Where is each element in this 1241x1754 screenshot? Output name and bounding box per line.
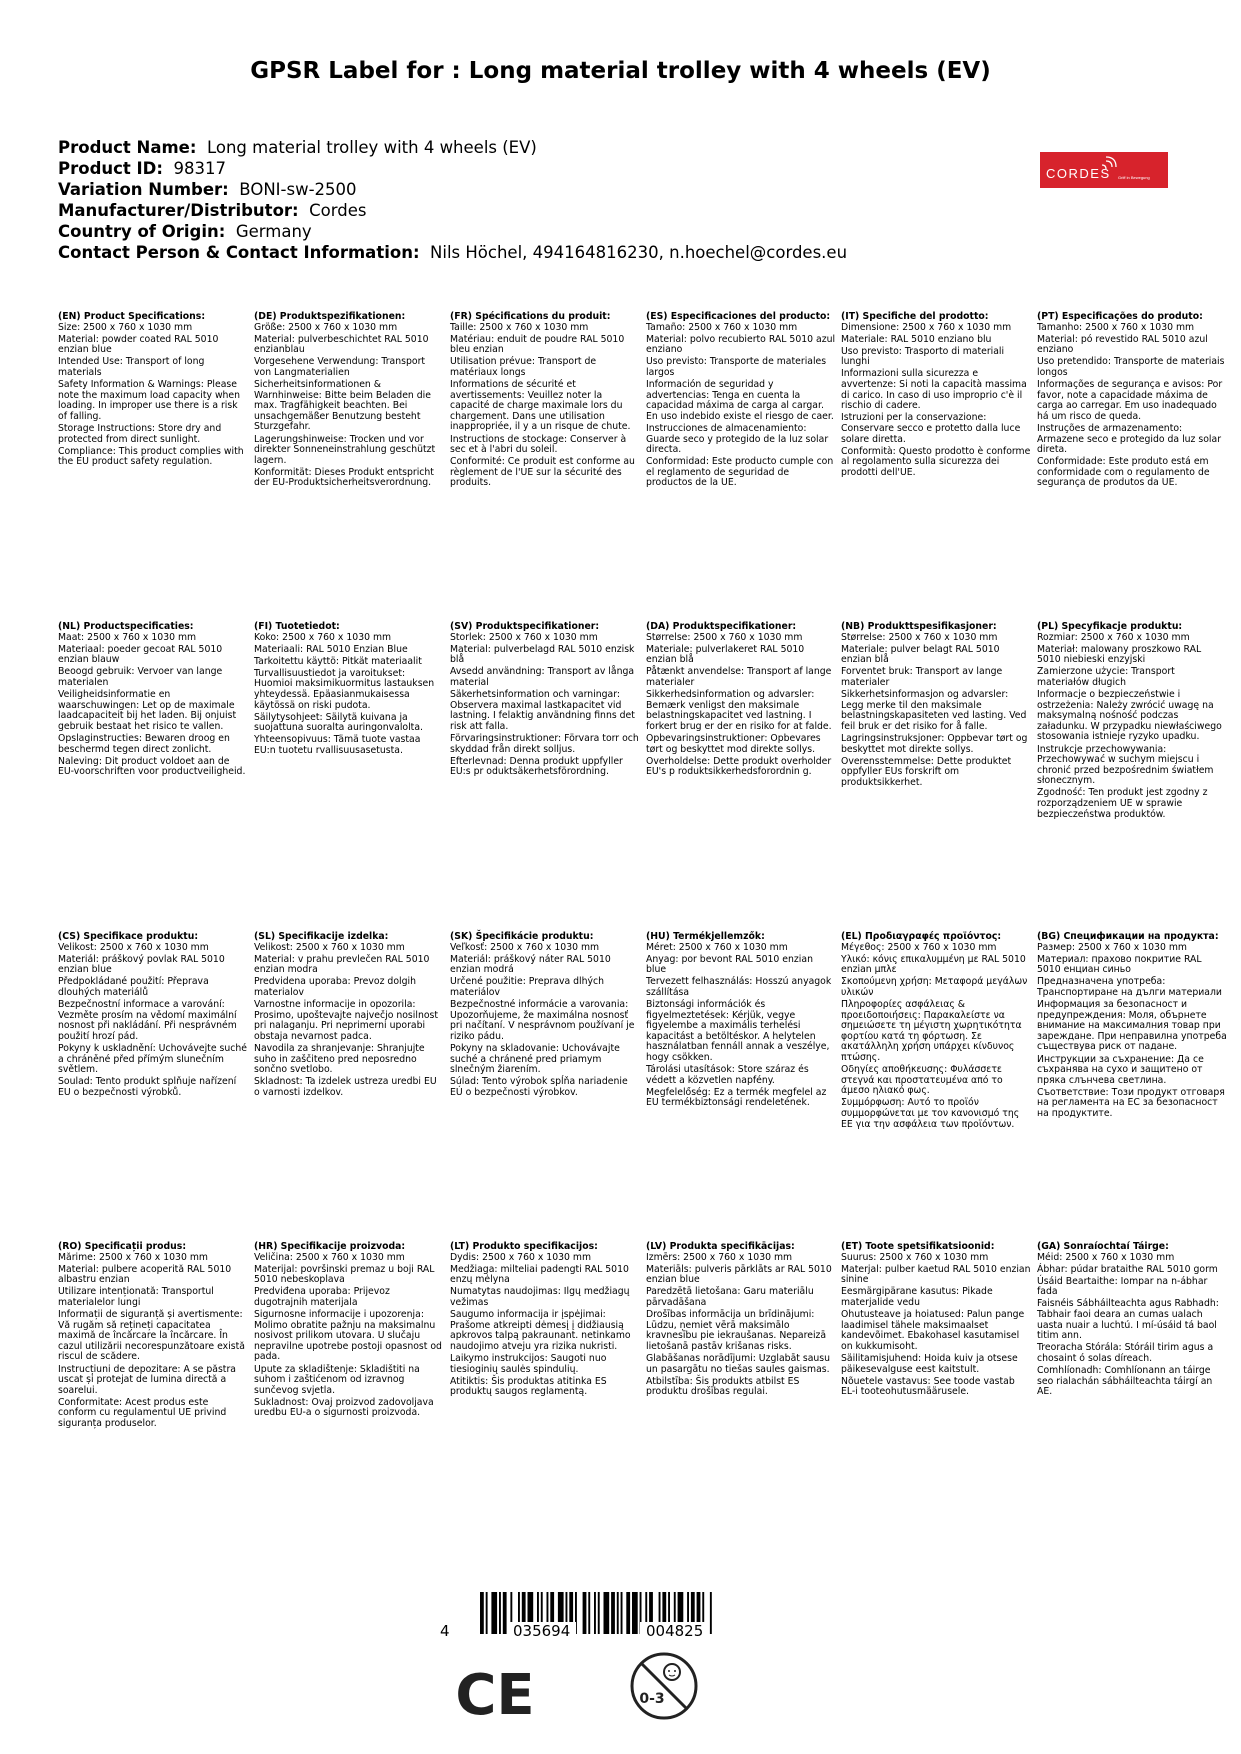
spec-title: (NL) Productspecificaties: (58, 621, 194, 632)
spec-line: Bezpečnostní informace a varování: Vezměte prosím na vědomí maximální nosnost při nakládání. Při nesprávném použití hrozí pád. (58, 999, 237, 1042)
spec-line: Konformität: Dieses Produkt entspricht der EU-Produktsicherheitsverordnung. (254, 466, 434, 489)
spec-line: Treoracha Stórála: Stóráil tirim agus a chosaint ó solas díreach. (1037, 1342, 1214, 1364)
spec-line: Eesmärgipärane kasutus: Pikade materjalide vedu (841, 1286, 993, 1308)
spec-block (58, 622, 248, 779)
spec-line: Určené použitie: Preprava dlhých materiálov (450, 976, 605, 998)
spec-line: Tárolási utasítások: Store száraz és védett a közvetlen napfény. (646, 1064, 809, 1086)
spec-line: Rozmiar: 2500 x 760 x 1030 mm (1037, 631, 1190, 643)
spec-title: (SV) Produktspecifikationer: (450, 621, 600, 632)
spec-line: Materiale: RAL 5010 enziano blu (841, 333, 992, 345)
info-label: Contact Person & Contact Information: (58, 243, 420, 262)
spec-line: Matériau: enduit de poudre RAL 5010 bleu enzian (450, 333, 625, 356)
spec-line: Medžiaga: milteliai padengti RAL 5010 enzų mėlyna (450, 1263, 629, 1286)
ce-mark-icon (455, 1662, 535, 1722)
spec-line: Σκοπούμενη χρήση: Μεταφορά μεγάλων υλικών (841, 976, 1028, 998)
spec-line: Material: v prahu prevlečen RAL 5010 enzian modra (254, 953, 430, 976)
spec-line: Materiale: pulverlakeret RAL 5010 enzian blå (646, 643, 805, 666)
spec-block (646, 1242, 836, 1399)
spec-line: Ohutusteave ja hoiatused: Palun pange laadimisel tähele maksimaalset kandevõimet. Ebakohasel kasutamisel on kukkumisoht. (841, 1309, 1025, 1352)
spec-line: Opslaginstructies: Bewaren droog en beschermd tegen direct zonlicht. (58, 732, 230, 755)
spec-line: Informations de sécurité et avertissements: Veuillez noter la capacité de charge maximale lors du chargement. Dans une utilisation inappropriée, il y a un risque de chute. (450, 379, 631, 433)
spec-line: Taille: 2500 x 760 x 1030 mm (450, 321, 589, 333)
spec-line: Veľkosť: 2500 x 760 x 1030 mm (450, 941, 600, 953)
spec-line: Soulad: Tento produkt splňuje nařízení EU o bezpečnosti výrobků. (58, 1076, 237, 1098)
spec-line: Méret: 2500 x 760 x 1030 mm (646, 941, 788, 953)
spec-line: Předpokládané použití: Přeprava dlouhých materiálů (58, 976, 209, 998)
spec-line: Conformidad: Este producto cumple con el reglamento de seguridad de productos de la UE. (646, 456, 834, 489)
spec-title: (GA) Sonraíochtaí Táirge: (1037, 1241, 1169, 1252)
barcode-bar (480, 1592, 484, 1634)
spec-line: Υλικό: κόνις επικαλυμμένη με RAL 5010 enzian μπλε (841, 953, 1026, 976)
spec-line: Dimensione: 2500 x 760 x 1030 mm (841, 321, 1012, 333)
spec-line: Материал: прахово покритие RAL 5010 енциан синьо (1037, 953, 1202, 976)
spec-line: Συμμόρφωση: Αυτό το προϊόν συμμορφώνεται με τον κανονισμό της ΕΕ για την ασφάλεια των προϊόντων. (841, 1097, 1020, 1130)
spec-line: Avsedd användning: Transport av långa material (450, 666, 635, 688)
spec-line: Größe: 2500 x 760 x 1030 mm (254, 321, 398, 333)
spec-block (646, 312, 836, 491)
spec-line: Storlek: 2500 x 760 x 1030 mm (450, 631, 598, 643)
spec-block (646, 932, 836, 1111)
spec-line: Sigurnosne informacije i upozorenja: Molimo obratite pažnju na maksimalnu nosivost prilikom utovara. U slučaju nepravilne upotrebe postoji opasnost od pada. (254, 1309, 442, 1363)
spec-line: Informații de siguranță și avertismente: Vă rugăm să rețineți capacitatea maximă de încărcare la încărcare. În cazul utilizării necorespunzătoare există riscul de scădere. (58, 1309, 245, 1363)
spec-line: Material: pulverbelagd RAL 5010 enzisk blå (450, 643, 635, 666)
logo-graphic (1040, 152, 1168, 188)
spec-line: Størrelse: 2500 x 760 x 1030 mm (646, 631, 803, 643)
country-row (58, 221, 1038, 242)
barcode-bar (617, 1592, 619, 1634)
spec-title: (LV) Produkta specifikācijas: (646, 1241, 795, 1252)
barcode-left-group: 035694 (507, 1622, 576, 1640)
cordes-logo (1040, 152, 1168, 188)
spec-title: (LT) Produkto specifikacijos: (450, 1241, 598, 1252)
age-warning-text: 0-3 (639, 1691, 665, 1707)
spec-title: (EN) Product Specifications: (58, 311, 206, 322)
info-value: Cordes (309, 201, 367, 220)
info-label: Product ID: (58, 159, 163, 178)
spec-title: (PT) Especificações do produto: (1037, 311, 1203, 322)
barcode-bar (583, 1592, 587, 1634)
spec-line: Förvaringsinstruktioner: Förvara torr och skyddad från direkt solljus. (450, 732, 639, 755)
spec-line: Material: pulverbeschichtet RAL 5010 enzianblau (254, 333, 429, 356)
spec-block (841, 932, 1031, 1132)
spec-line: Saugumo informacija ir įspėjimai: Prašome atkreipti dėmesį į didžiausią apkrovos talpą pakraunant. netinkamo naudojimo atveju yra rizika nukristi. (450, 1309, 631, 1352)
spec-line: Utilisation prévue: Transport de matériaux longs (450, 356, 597, 378)
spec-line: Информация за безопасност и предупреждения: Моля, обърнете внимание на максималния товар при зареждане. При неправилна употреба съществува риск от падане. (1037, 999, 1227, 1053)
spec-line: Tervezett felhasználás: Hosszú anyagok szállítása (646, 976, 832, 998)
spec-block (450, 1242, 640, 1399)
spec-block (450, 312, 640, 491)
info-label: Product Name: (58, 138, 197, 157)
spec-line: Materjal: pulber kaetud RAL 5010 enzian sinine (841, 1263, 1031, 1286)
product-id-row (58, 158, 1038, 179)
spec-line: Forventet bruk: Transport av lange materialer (841, 666, 1003, 688)
spec-title: (IT) Specifiche del prodotto: (841, 311, 989, 322)
spec-line: Utilizare intenționată: Transportul materialelor lungi (58, 1286, 214, 1308)
spec-line: Инструкции за съхранение: Да се съхранява на сухо и защитено от пряка слънчева светлина. (1037, 1053, 1204, 1086)
spec-line: Instrukcje przechowywania: Przechowywać w suchym miejscu i chronić przed bezpośrednim światłem słonecznym. (1037, 743, 1214, 787)
spec-title: (DA) Produktspecifikationer: (646, 621, 797, 632)
info-value: Long material trolley with 4 wheels (EV) (206, 138, 537, 157)
spec-line: Materiale: pulver belagt RAL 5010 enzian blå (841, 643, 1000, 666)
spec-line: Safety Information & Warnings: Please note the maximum load capacity when loading. In improper use there is a risk of falling. (58, 379, 241, 422)
spec-line: Nõuetele vastavus: See toode vastab EL-i tooteohutusmäärusele. (841, 1375, 1015, 1398)
spec-block (841, 622, 1031, 790)
spec-line: Lagerungshinweise: Trocken und vor direkter Sonneneinstrahlung geschützt lagern. (254, 433, 436, 466)
spec-block (58, 932, 248, 1100)
spec-line: Atitiktis: Šis produktas atitinka ES produktų saugos reglamentą. (450, 1375, 607, 1398)
spec-block (1037, 312, 1227, 491)
spec-line: Predvidena uporaba: Prevoz dolgih materialov (254, 976, 416, 998)
spec-line: Velikost: 2500 x 760 x 1030 mm (58, 941, 209, 953)
spec-line: Säkerhetsinformation och varningar: Observera maximal lastkapacitet vid lastning. I felaktig användning finns det risk att falla. (450, 689, 635, 732)
variation-number-row (58, 179, 1038, 200)
spec-line: Bezpečnostné informácie a varovania: Upozorňujeme, že maximálna nosnosť pri načítaní. V nesprávnom používaní je riziko pádu. (450, 999, 635, 1042)
spec-line: Atbilstība: Šis produkts atbilst ES produktu drošības regulai. (646, 1375, 800, 1398)
spec-line: Zamierzone użycie: Transport materiałów długich (1037, 666, 1175, 688)
spec-line: Съответствие: Този продукт отговаря на регламента на ЕС за безопасност на продуктите. (1037, 1086, 1225, 1119)
spec-line: Material: polvo recubierto RAL 5010 azul enziano (646, 333, 836, 356)
contact-row (58, 242, 1038, 263)
manufacturer-row (58, 200, 1038, 221)
spec-line: Skladnost: Ta izdelek ustreza uredbi EU o varnosti izdelkov. (254, 1076, 437, 1098)
spec-line: Materiaal: poeder gecoat RAL 5010 enzian blauw (58, 643, 223, 666)
page-title: GPSR Label for : Long material trolley with 4 wheels (EV) (250, 58, 991, 84)
spec-line: Materiał: malowany proszkowo RAL 5010 niebieski enzyjski (1037, 643, 1202, 666)
barcode-bar (621, 1592, 623, 1634)
spec-title: (RO) Specificații produs: (58, 1241, 187, 1252)
spec-line: Conformidade: Este produto está em conformidade com o regulamento de segurança de produtos da UE. (1037, 456, 1210, 489)
spec-line: Varnostne informacije in opozorila: Prosimo, upoštevajte največjo nosilnost pri nalaganju. Pri neprimerni uporabi obstaja nevarnost padca. (254, 999, 439, 1042)
spec-line: Informacje o bezpieczeństwie i ostrzeżenia: Należy zwrócić uwagę na maksymalną nośność podczas załadunku. W przypadku niewłaściwego stosowania istnieje ryzyko upadku. (1037, 689, 1222, 743)
spec-title: (EL) Προδιαγραφές προϊόντος: (841, 931, 1002, 942)
product-name-row (58, 137, 1038, 158)
spec-line: Efterlevnad: Denna produkt uppfyller EU:s pr oduktsäkerhetsförordning. (450, 755, 623, 778)
spec-line: Opbevaringsinstruktioner: Opbevares tørt og beskyttet mod direkte sollys. (646, 732, 821, 755)
spec-block (254, 1242, 444, 1421)
age-warning-icon (628, 1650, 700, 1722)
spec-block (254, 932, 444, 1100)
spec-line: Dydis: 2500 x 760 x 1030 mm (450, 1251, 592, 1263)
spec-line: Tamaño: 2500 x 760 x 1030 mm (646, 321, 798, 333)
spec-line: Uso previsto: Transporte de materiales largos (646, 356, 827, 378)
spec-line: Megfelelőség: Ez a termék megfelel az EU termékbiztonsági rendeletének. (646, 1086, 827, 1109)
spec-line: Faisnéis Sábháilteachta agus Rabhadh: Tabhair faoi deara an cumas ualach uasta nuair a luchtú. I mí-úsáid tá baol titim ann. (1037, 1298, 1219, 1342)
spec-line: Veličina: 2500 x 760 x 1030 mm (254, 1251, 405, 1263)
barcode-bar (588, 1592, 590, 1634)
spec-line: Pokyny na skladovanie: Uchovávajte suché a chránené pred priamym slnečným žiarením. (450, 1042, 620, 1076)
spec-line: Materijal: površinski premaz u boji RAL 5010 nebeskoplava (254, 1263, 435, 1286)
spec-block (646, 622, 836, 779)
barcode-bar (632, 1592, 638, 1634)
spec-title: (PL) Specyfikacje produktu: (1037, 621, 1183, 632)
spec-title: (HU) Termékjellemzők: (646, 931, 765, 942)
spec-line: Sicherheitsinformationen & Warnhinweise: Bitte beim Beladen die max. Tragfähigkeit beachten. Bei unsachgemäßer Benutzung besteht Sturzgefahr. (254, 379, 431, 433)
info-label: Variation Number: (58, 180, 229, 199)
spec-line: Compliance: This product complies with the EU product safety regulation. (58, 445, 244, 468)
spec-line: Beoogd gebruik: Vervoer van lange materialen (58, 666, 223, 688)
info-value: BONI-sw-2500 (239, 180, 357, 199)
spec-line: Material: pulbere acoperită RAL 5010 albastru enzian (58, 1263, 232, 1286)
spec-line: Veiligheidsinformatie en waarschuwingen: Let op de maximale laadcapaciteit bij het laden. Bij onjuist gebruik bestaat het risico te vallen. (58, 689, 237, 732)
spec-line: Laikymo instrukcijos: Saugoti nuo tiesioginių saulės spindulių. (450, 1352, 607, 1375)
barcode-bar (611, 1592, 615, 1634)
spec-line: Instructions de stockage: Conserver à sec et à l'abri du soleil. (450, 433, 627, 456)
spec-line: Izmērs: 2500 x 760 x 1030 mm (646, 1251, 793, 1263)
spec-title: (BG) Спецификации на продукта: (1037, 931, 1219, 942)
spec-block (841, 312, 1031, 480)
spec-line: Storage Instructions: Store dry and protected from direct sunlight. (58, 422, 222, 445)
spec-line: Naleving: Dit product voldoet aan de EU-voorschriften voor productveiligheid. (58, 755, 246, 778)
barcode-bar (604, 1592, 610, 1634)
info-value: Nils Höchel, 494164816230, n.hoechel@cordes.eu (430, 243, 848, 262)
spec-title: (FR) Spécifications du produit: (450, 311, 611, 322)
spec-line: Οδηγίες αποθήκευσης: Φυλάσσετε στεγνά και προστατευμένα από το άμεσο ηλιακό φως. (841, 1064, 1003, 1097)
spec-line: Méid: 2500 x 760 x 1030 mm (1037, 1251, 1175, 1263)
spec-line: Predviđena uporaba: Prijevoz dugotrajnih materijala (254, 1286, 390, 1308)
spec-line: Numatytas naudojimas: Ilgų medžiagų vežimas (450, 1286, 630, 1308)
spec-line: Instrucțiuni de depozitare: A se păstra uscat și protejat de lumina directă a soarelui. (58, 1363, 236, 1396)
spec-line: Velikost: 2500 x 760 x 1030 mm (254, 941, 405, 953)
spec-title: (ES) Especificaciones del producto: (646, 311, 831, 322)
spec-line: Información de seguridad y advertencias: Tenga en cuenta la capacidad máxima de carga al cargar. En uso indebido existe el riesgo de caer. (646, 379, 834, 422)
spec-title: (ET) Toote spetsifikatsioonid: (841, 1241, 995, 1252)
spec-line: Conformità: Questo prodotto è conforme al regolamento sulla sicurezza dei prodotti dell'UE. (841, 445, 1031, 478)
spec-line: Overensstemmelse: Dette produktet oppfyller EUs forskrift om produktsikkerhet. (841, 755, 1012, 788)
spec-block (1037, 622, 1227, 822)
spec-line: Drošības informācija un brīdinājumi: Lūdzu, ņemiet vērā maksimālo kravnesību pie iekraušanas. Nepareizā lietošanā pastāv krišanas risks. (646, 1309, 827, 1352)
info-label: Country of Origin: (58, 222, 226, 241)
spec-line: Yhteensopivuus: Tämä tuote vastaa EU:n tuotetu rvallisuusasetusta. (254, 734, 421, 757)
spec-block (58, 1242, 248, 1431)
spec-line: Upute za skladištenje: Skladištiti na suhom i zaštićenom od izravnog sunčevog svjetla. (254, 1363, 420, 1396)
spec-line: Paredzētā lietošana: Garu materiālu pārvadāšana (646, 1286, 814, 1308)
spec-line: Glabāšanas norādījumi: Uzglabāt sausu un pasargātu no tiešas saules gaismas. (646, 1352, 831, 1375)
spec-line: Conformité: Ce produit est conforme au règlement de l'UE sur la sécurité des produits. (450, 456, 635, 489)
spec-line: Úsáid Beartaithe: Iompar na n-ábhar fada (1037, 1275, 1208, 1298)
spec-block (1037, 1242, 1227, 1399)
ce-mark-text: CE (455, 1663, 535, 1722)
spec-line: Súlad: Tento výrobok spĺňa nariadenie EÚ o bezpečnosti výrobkov. (450, 1076, 628, 1098)
spec-line: Pokyny k uskladnění: Uchovávejte suché a chráněné před přímým slunečním světlem. (58, 1042, 247, 1076)
info-label: Manufacturer/Distributor: (58, 201, 299, 220)
spec-line: Tarkoitettu käyttö: Pitkät materiaalit (254, 655, 422, 667)
spec-line: Uso previsto: Trasporto di materiali lunghi (841, 345, 1005, 368)
spec-line: Intended Use: Transport of long materials (58, 356, 205, 378)
spec-line: Overholdelse: Dette produkt overholder EU's p roduktsikkerhedsforordnin g. (646, 755, 832, 778)
barcode-bar (594, 1592, 596, 1634)
spec-line: Informazioni sulla sicurezza e avvertenze: Si noti la capacità massima di carico. In caso di uso improprio c'è il rischio di cadere. (841, 368, 1027, 412)
spec-block (841, 1242, 1031, 1399)
spec-line: Zgodność: Ten produkt jest zgodny z rozporządzeniem UE w sprawie bezpieczeństwa produktów. (1037, 787, 1208, 820)
spec-line: Navodila za shranjevanje: Shranjujte suho in zaščiteno pred neposredno sončno svetlobo. (254, 1042, 425, 1076)
barcode-first-digit: 4 (440, 1622, 450, 1640)
spec-block (450, 932, 640, 1100)
spec-line: Säilytysohjeet: Säilytä kuivana ja suojattuna suoralta auringonvalolta. (254, 711, 423, 734)
spec-block (58, 312, 248, 469)
spec-line: Size: 2500 x 760 x 1030 mm (58, 321, 193, 333)
spec-line: Sikkerhetsinformasjon og advarsler: Legg merke til den maksimale belastningskapasiteten ved lasting. Ved feil bruk er det risiko for å falle. (841, 689, 1027, 732)
spec-line: Comhlíonadh: Comhlíonann an táirge seo rialachán sábháilteachta táirgí an AE. (1037, 1365, 1213, 1398)
spec-title: (SL) Specifikacije izdelka: (254, 931, 389, 942)
logo-text: CORDES (1046, 166, 1111, 181)
spec-line: Informações de segurança e avisos: Por favor, note a capacidade máxima de carga ao carregar. Em uso inadequado há um risco de queda. (1037, 379, 1223, 422)
info-value: 98317 (173, 159, 226, 178)
barcode-bar (491, 1592, 497, 1634)
logo-tagline: Griff in Bewegung (1118, 175, 1150, 180)
spec-line: Material: pó revestido RAL 5010 azul enziano (1037, 333, 1208, 356)
spec-line: Ábhar: púdar brataithe RAL 5010 gorm (1037, 1263, 1218, 1275)
spec-line: Koko: 2500 x 760 x 1030 mm (254, 631, 392, 643)
spec-line: Uso pretendido: Transporte de materiais longos (1037, 356, 1225, 378)
barcode-bar (486, 1592, 488, 1634)
spec-block (254, 622, 444, 758)
spec-line: Lagringsinstruksjoner: Oppbevar tørt og beskyttet mot direkte sollys. (841, 732, 1028, 755)
barcode-bar (499, 1592, 501, 1634)
spec-line: Instrucciones de almacenamiento: Guarde seco y protegido de la luz solar directa. (646, 422, 829, 456)
spec-title: (FI) Tuotetiedot: (254, 621, 340, 632)
info-value: Germany (235, 222, 312, 241)
barcode-bar (710, 1592, 712, 1634)
spec-line: Suurus: 2500 x 760 x 1030 mm (841, 1251, 989, 1263)
spec-line: Πληροφορίες ασφάλειας & προειδοποιήσεις: Παρακαλείστε να σημειώσετε τη μέγιστη χωρητικότητα φορτίου κατά τη φόρτωση. Σε ακατάλληλη χρήση υπάρχει κίνδυνος πτώσης. (841, 999, 1022, 1064)
spec-line: Istruzioni per la conservazione: Conservare secco e protetto dalla luce solare diretta. (841, 412, 1021, 445)
spec-line: Materiál: práškový náter RAL 5010 enzian modrá (450, 953, 611, 976)
spec-block (1037, 932, 1227, 1121)
spec-line: Sukladnost: Ovaj proizvod zadovoljava uredbu EU-a o sigurnosti proizvoda. (254, 1396, 434, 1419)
spec-line: Materiál: práškový povlak RAL 5010 enzian blue (58, 953, 225, 976)
spec-line: Materiaali: RAL 5010 Enzian Blue (254, 643, 408, 655)
spec-line: Material: powder coated RAL 5010 enzian blue (58, 333, 219, 356)
spec-line: Conformitate: Acest produs este conform cu regulamentul UE privind siguranța produselor. (58, 1396, 227, 1429)
barcode-right-group: 004825 (640, 1622, 709, 1640)
spec-line: Mărime: 2500 x 760 x 1030 mm (58, 1251, 208, 1263)
spec-line: Størrelse: 2500 x 760 x 1030 mm (841, 631, 998, 643)
spec-line: Maat: 2500 x 760 x 1030 mm (58, 631, 197, 643)
spec-line: Sikkerhedsinformation og advarsler: Bemærk venligst den maksimale belastningskapacitet ved lastning. I forkert brug er der en risiko for at falde. (646, 689, 832, 732)
spec-title: (HR) Specifikacije proizvoda: (254, 1241, 406, 1252)
spec-line: Vorgesehene Verwendung: Transport von Langmaterialien (254, 356, 426, 378)
spec-block (254, 312, 444, 491)
barcode-bar (598, 1592, 600, 1634)
spec-line: Предназначена употреба: Транспортиране на дълги материали (1037, 976, 1222, 998)
spec-line: Instruções de armazenamento: Armazene seco e protegido da luz solar direta. (1037, 422, 1222, 456)
spec-line: Materiāls: pulveris pārklāts ar RAL 5010 enzian blue (646, 1263, 832, 1286)
spec-line: Biztonsági információk és figyelmeztetések: Kérjük, vegye figyelembe a maximális terhelési kapacitást a betöltéskor. A helytelen használatban fennáll annak a veszélye, hogy csökken. (646, 999, 830, 1064)
spec-line: Размер: 2500 x 760 x 1030 mm (1037, 941, 1187, 953)
spec-line: Tamanho: 2500 x 760 x 1030 mm (1037, 321, 1195, 333)
spec-line: Anyag: por bevont RAL 5010 enzian blue (646, 953, 813, 976)
spec-title: (SK) Špecifikácie produktu: (450, 931, 594, 942)
spec-title: (NB) Produkttspesifikasjoner: (841, 621, 997, 632)
product-info (58, 137, 1038, 263)
barcode-bar (626, 1592, 630, 1634)
spec-block (450, 622, 640, 779)
spec-line: Säilitamisjuhend: Hoida kuiv ja otsese päikesevalguse eest kaitstult. (841, 1352, 1018, 1375)
spec-line: Μέγεθος: 2500 x 760 x 1030 mm (841, 941, 997, 953)
spec-title: (CS) Specifikace produktu: (58, 931, 199, 942)
spec-line: Turvallisuustiedot ja varoitukset: Huomioi maksimikuormitus lastauksen yhteydessä. Epäasianmukaisessa käytössä on riski pudota. (254, 667, 435, 711)
spec-line: Påtænkt anvendelse: Transport af lange materialer (646, 666, 832, 688)
spec-title: (DE) Produktspezifikationen: (254, 311, 406, 322)
